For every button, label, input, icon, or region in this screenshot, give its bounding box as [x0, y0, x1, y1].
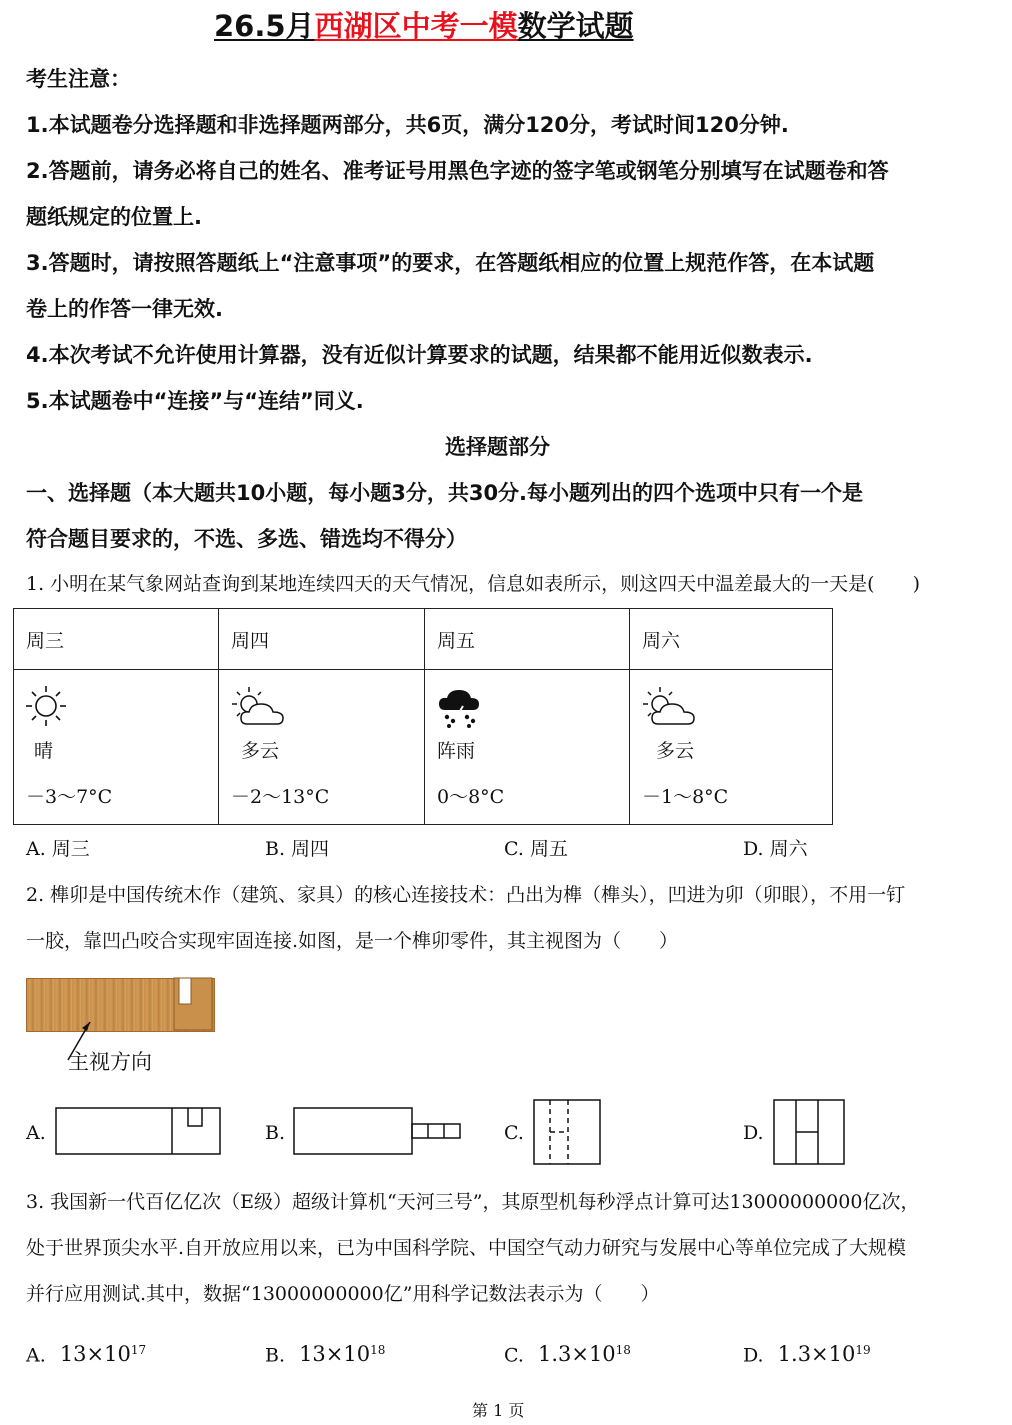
option-value: 1.3×10 — [537, 1342, 616, 1367]
option-d: D. 周六 — [743, 838, 808, 860]
option-value: 13×10 — [59, 1342, 131, 1367]
option-c: C. 周五 — [504, 838, 568, 860]
option-b: B. 周四 — [265, 838, 330, 860]
weather-day: 周四 — [219, 609, 425, 670]
option-c-figure — [532, 1098, 604, 1168]
option-exponent: 19 — [855, 1343, 871, 1357]
weather-day: 周五 — [425, 609, 630, 670]
option-value: 1.3×10 — [777, 1342, 856, 1367]
option-label: D. — [743, 1344, 764, 1367]
view-direction-label: 主视方向 — [68, 1050, 152, 1074]
notice-item: 4.本次考试不允许使用计算器，没有近似计算要求的试题，结果都不能用近似数表示. — [26, 343, 813, 367]
option-label: A. — [26, 1344, 46, 1367]
notice-item: 题纸规定的位置上. — [26, 205, 202, 229]
partly-cloudy-icon — [229, 684, 293, 732]
partly-cloudy-icon — [640, 684, 704, 732]
weather-day: 周六 — [630, 609, 833, 670]
option-a: A. — [26, 1122, 46, 1144]
weather-cell — [219, 670, 425, 825]
notice-item: 2.答题前，请务必将自己的姓名、准考证号用黑色字迹的签字笔或钢笔分别填写在试题卷和答 — [26, 159, 889, 183]
option-exponent: 17 — [130, 1343, 147, 1357]
weather-cell — [630, 670, 833, 825]
option-exponent: 18 — [370, 1343, 386, 1357]
title-prefix: 26.5月 — [214, 9, 315, 43]
weather-temp: －3～7°C — [26, 786, 113, 808]
option-b — [265, 1336, 385, 1369]
notice-item: 3.答题时，请按照答题纸上“注意事项”的要求，在答题纸相应的位置上规范作答，在本试题 — [26, 251, 875, 275]
question-3-text: 处于世界顶尖水平.自开放应用以来，已为中国科学院、中国空气动力研究与发展中心等单位完成了大规模 — [26, 1237, 907, 1259]
option-d — [743, 1336, 871, 1369]
option-label: C. — [504, 1344, 524, 1367]
option-a — [26, 1336, 146, 1369]
notice-item: 5.本试题卷中“连接”与“连结”同义. — [26, 389, 364, 413]
part-instructions: 一、选择题（本大题共10小题，每小题3分，共30分.每小题列出的四个选项中只有一个是 — [26, 481, 864, 505]
question-3-text: 并行应用测试.其中，数据“13000000000亿”用科学记数法表示为（ ） — [26, 1283, 660, 1305]
weather-temp: －1～8°C — [642, 786, 729, 808]
title-suffix: 数学试题 — [517, 9, 634, 43]
question-1-text: 1. 小明在某气象网站查询到某地连续四天的天气情况，信息如表所示，则这四天中温差最大的一天是( ) — [26, 573, 920, 595]
option-a: A. 周三 — [26, 838, 90, 860]
rain-icon — [435, 684, 483, 732]
weather-temp: 0～8°C — [437, 786, 505, 808]
question-2-text: 2. 榫卯是中国传统木作（建筑、家具）的核心连接技术：凸出为榫（榫头），凹进为卯（卯眼），不用一钉 — [26, 884, 906, 906]
option-value: 13×10 — [299, 1342, 371, 1367]
weather-cell — [14, 670, 219, 825]
option-c — [504, 1336, 631, 1369]
title-red: 西湖区中考一模 — [314, 9, 518, 43]
part-instructions: 符合题目要求的，不选、多选、错选均不得分） — [26, 527, 467, 551]
page-title — [214, 6, 634, 46]
notice-heading: 考生注意： — [26, 67, 131, 91]
option-label: B. — [265, 1344, 286, 1367]
weather-desc: 多云 — [656, 740, 695, 762]
question-2-text: 一胶，靠凹凸咬合实现牢固连接.如图，是一个榫卯零件，其主视图为（ ） — [26, 930, 679, 952]
option-c: C. — [504, 1122, 524, 1144]
option-exponent: 18 — [615, 1343, 631, 1357]
page-number: 第 1 页 — [472, 1401, 525, 1420]
weather-day: 周三 — [14, 609, 219, 670]
option-a-figure — [54, 1106, 224, 1158]
weather-cell — [425, 670, 630, 825]
weather-desc: 晴 — [34, 740, 54, 762]
weather-table — [13, 608, 833, 825]
option-b: B. — [265, 1122, 286, 1144]
weather-temp: －2～13°C — [231, 786, 330, 808]
section-title: 选择题部分 — [445, 435, 550, 459]
sun-icon — [24, 684, 72, 732]
notice-item: 卷上的作答一律无效. — [26, 297, 223, 321]
option-d: D. — [743, 1122, 764, 1144]
option-d-figure — [772, 1098, 848, 1168]
option-b-figure — [292, 1106, 464, 1158]
weather-desc: 多云 — [241, 740, 280, 762]
question-3-text: 3. 我国新一代百亿亿次（E级）超级计算机“天河三号”，其原型机每秒浮点计算可达13000000000亿次， — [26, 1191, 920, 1213]
weather-desc: 阵雨 — [437, 740, 476, 762]
notice-item: 1.本试题卷分选择题和非选择题两部分，共6页，满分120分，考试时间120分钟. — [26, 113, 789, 137]
